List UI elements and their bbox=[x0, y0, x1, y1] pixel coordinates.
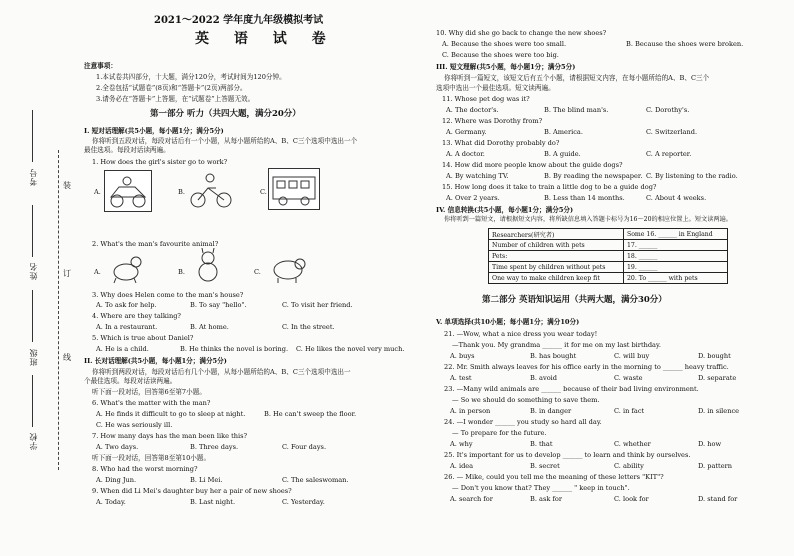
section3-instructions: 选项中选出一个最佳选项。短文读两遍。 bbox=[436, 84, 555, 92]
option-b: B. At home. bbox=[190, 323, 229, 331]
option-a: A. idea bbox=[450, 462, 474, 470]
option-a: A. Ding Jun. bbox=[96, 476, 137, 484]
table-row bbox=[489, 229, 728, 240]
section3-title: III. 短文理解(共5小题，每小题1分；满分5分) bbox=[436, 63, 576, 71]
binding-dashed-line bbox=[58, 150, 59, 470]
option-a: A. The doctor's. bbox=[446, 106, 499, 114]
option-c: C. Because the shoes were too big. bbox=[442, 51, 559, 59]
option-c: C. Switzerland. bbox=[646, 128, 698, 136]
option-d: D. how bbox=[698, 440, 722, 448]
option-a: A. why bbox=[450, 440, 473, 448]
info-table bbox=[488, 228, 728, 284]
note-item: 1.本试卷共四部分，十大题，满分120分，考试时间为120分钟。 bbox=[96, 73, 286, 81]
option-b: B. He thinks the novel is boring. bbox=[180, 345, 289, 353]
option-c: C. In the street. bbox=[282, 323, 335, 331]
table-cell: Number of children with pets bbox=[489, 240, 624, 251]
section1-title: I. 短对话理解(共5小题，每小题1分；满分5分) bbox=[84, 127, 224, 135]
table-cell: Time spent by children without pets bbox=[489, 262, 624, 273]
seal-ding: 订 bbox=[63, 269, 71, 278]
option-c: C. whether bbox=[614, 440, 651, 448]
binding-strip bbox=[0, 0, 71, 556]
option-a: A. He is a child. bbox=[96, 345, 149, 353]
school-line bbox=[32, 375, 33, 427]
question-3: 3. Why does Helen come to the man's house? bbox=[92, 291, 244, 299]
option-c: C. He likes the novel very much. bbox=[296, 345, 405, 353]
option-c: C. in fact bbox=[614, 407, 645, 415]
exam-title: 2021～2022 学年度九年级模拟考试 bbox=[154, 15, 324, 26]
option-a: A. A doctor. bbox=[446, 150, 485, 158]
section2-instructions: 你将听到两段对话，每段对话后有几个小题，从每小题所给的A、B、C三个选项中选出一 bbox=[92, 368, 351, 376]
question-2: 2. What's the man's favourite animal? bbox=[92, 240, 219, 248]
table-cell: 18. ______ bbox=[623, 251, 727, 262]
option-b: B. Li Mei. bbox=[190, 476, 223, 484]
option-c: C. By listening to the radio. bbox=[646, 172, 738, 180]
part2-title: 第二部分 英语知识运用（共两大题，满分30分） bbox=[482, 295, 667, 305]
option-a: A. Over 2 years. bbox=[446, 194, 500, 202]
option-b: B. that bbox=[530, 440, 553, 448]
question-25: 25. It's important for us to develop ______ to learn and think by ourselves. bbox=[444, 451, 691, 459]
question-14: 14. How did more people know about the guide dogs? bbox=[442, 161, 623, 169]
section3-instructions: 你将听到一篇短文，该短文后有五个小题，请根据短文内容，在每小题所给的A、B、C三个 bbox=[444, 74, 710, 82]
picture-animal-a bbox=[106, 250, 146, 284]
option-c: C. ability bbox=[614, 462, 644, 470]
option-a: A. Today. bbox=[96, 498, 126, 506]
option-a: A. test bbox=[450, 374, 472, 382]
section2-instructions: 听下面一段对话，回答第8至第10小题。 bbox=[92, 454, 211, 462]
question-15: 15. How long does it take to train a little dog to be a guide dog? bbox=[442, 183, 657, 191]
exam-subtitle: 英 语 试 卷 bbox=[195, 31, 336, 47]
option-c: C. He was seriously ill. bbox=[96, 421, 173, 429]
section5-title: V. 单项选择(共10小题；每小题1分；满分10分) bbox=[436, 318, 580, 326]
section4-title: IV. 信息转换(共5小题，每小题1分；满分5分) bbox=[436, 206, 574, 214]
option-a: A. To ask for help. bbox=[96, 301, 157, 309]
option-a: A. in person bbox=[450, 407, 491, 415]
question-21-reply: —Thank you. My grandma ______ it for me on my last birthday. bbox=[452, 341, 661, 349]
question-8: 8. Who had the worst morning? bbox=[92, 465, 198, 473]
note-item: 2.全卷包括“试题卷”(8页)和“答题卡”(2页)两部分。 bbox=[96, 84, 247, 92]
question-5: 5. Which is true about Daniel? bbox=[92, 334, 194, 342]
notes-heading: 注意事项： bbox=[84, 62, 117, 70]
option-c: C. To visit her friend. bbox=[282, 301, 353, 309]
option-c: C. look for bbox=[614, 495, 649, 503]
option-a: A. Two days. bbox=[96, 443, 139, 451]
option-a: A. search for bbox=[450, 495, 493, 503]
option-b: B. To say "hello". bbox=[190, 301, 247, 309]
option-b: B. Less than 14 months. bbox=[544, 194, 625, 202]
option-b: B. A guide. bbox=[544, 150, 581, 158]
question-12: 12. Where was Dorothy from? bbox=[442, 117, 543, 125]
option-b: B. bbox=[178, 188, 185, 196]
question-13: 13. What did Dorothy probably do? bbox=[442, 139, 560, 147]
table-cell: Pets: bbox=[489, 251, 624, 262]
table-cell: One way to make children keep fit bbox=[489, 273, 624, 284]
question-6: 6. What's the matter with the man? bbox=[92, 399, 211, 407]
option-b: B. avoid bbox=[530, 374, 557, 382]
class-line bbox=[32, 290, 33, 342]
option-b: B. ask for bbox=[530, 495, 563, 503]
option-a: A. bbox=[94, 268, 101, 276]
picture-cycling bbox=[188, 170, 234, 210]
option-c: C. waste bbox=[614, 374, 643, 382]
question-10: 10. Why did she go back to change the new shoes? bbox=[436, 29, 607, 37]
section1-instructions: 你将听到五段对话，每段对话后有一个小题，从每小题所给的A、B、C三个选项中选出一个 bbox=[92, 137, 358, 145]
option-b: B. Three days. bbox=[190, 443, 239, 451]
option-b: B. bbox=[178, 268, 185, 276]
option-c: C. A reporter. bbox=[646, 150, 692, 158]
question-11: 11. Whose pet dog was it? bbox=[442, 95, 530, 103]
option-b: B. secret bbox=[530, 462, 560, 470]
question-26-reply: — Don't you know that? They ______ " keep in touch". bbox=[452, 484, 630, 492]
question-23: 23. —Many wild animals are ______ because of their bad living environment. bbox=[444, 385, 699, 393]
section2-instructions: 个最佳选项。每段对话读两遍。 bbox=[84, 377, 177, 385]
option-c: C. About 4 weeks. bbox=[646, 194, 707, 202]
picture-animal-b bbox=[188, 248, 228, 284]
option-c: C. will buy bbox=[614, 352, 650, 360]
option-d: D. separate bbox=[698, 374, 737, 382]
option-c: C. bbox=[254, 268, 261, 276]
class-label: 班级 bbox=[29, 348, 38, 366]
table-cell: Some 16. ______ in England bbox=[623, 229, 727, 240]
option-d: D. in silence bbox=[698, 407, 740, 415]
question-7: 7. How many days has the man been like this? bbox=[92, 432, 248, 440]
part1-title: 第一部分 听力（共四大题，满分20分） bbox=[150, 109, 301, 119]
option-d: D. stand for bbox=[698, 495, 738, 503]
picture-bus bbox=[268, 168, 320, 210]
question-24-reply: — To prepare for the future. bbox=[452, 429, 547, 437]
name-line bbox=[32, 205, 33, 257]
option-b: B. Last night. bbox=[190, 498, 236, 506]
option-c: C. Four days. bbox=[282, 443, 327, 451]
table-cell: Researchers(研究者) bbox=[489, 229, 624, 240]
option-d: D. bought bbox=[698, 352, 731, 360]
option-b: B. has bought bbox=[530, 352, 577, 360]
question-4: 4. Where are they talking? bbox=[92, 312, 181, 320]
question-21: 21. —Wow, what a nice dress you wear today! bbox=[444, 330, 598, 338]
question-1: 1. How does the girl's sister go to work? bbox=[92, 158, 228, 166]
seal-zhuang: 装 bbox=[63, 181, 71, 190]
option-a: A. bbox=[94, 188, 101, 196]
table-row bbox=[489, 240, 728, 251]
seal-xian: 线 bbox=[63, 353, 71, 362]
section2-instructions: 听下面一段对话，回答第6至第7小题。 bbox=[92, 388, 206, 396]
table-cell: 17. ______ bbox=[623, 240, 727, 251]
option-c: C. bbox=[260, 188, 267, 196]
option-b: B. He can't sweep the floor. bbox=[264, 410, 357, 418]
option-a: A. Germany. bbox=[446, 128, 487, 136]
option-b: B. America. bbox=[544, 128, 583, 136]
question-22: 22. Mr. Smith always leaves for his office early in the morning to ______ heavy traffic. bbox=[444, 363, 729, 371]
question-26: 26. — Mike, could you tell me the meaning of these letters "KIT"? bbox=[444, 473, 664, 481]
option-d: D. pattern bbox=[698, 462, 732, 470]
option-b: B. in danger bbox=[530, 407, 572, 415]
table-cell: 19. ______ bbox=[623, 262, 727, 273]
option-a: A. By watching TV. bbox=[446, 172, 509, 180]
table-cell: 20. To ______ with pets bbox=[623, 273, 727, 284]
section1-instructions: 最佳选项。每段对话读两遍。 bbox=[84, 146, 170, 154]
option-a: A. He finds it difficult to go to sleep at night. bbox=[96, 410, 246, 418]
section4-instructions: 你将听到一篇短文，请根据短文内容，将所缺信息填入答题卡标号为16～20的相应位置上。短文读两遍。 bbox=[444, 216, 732, 223]
option-c: C. The saleswoman. bbox=[282, 476, 349, 484]
table-row bbox=[489, 251, 728, 262]
option-b: B. By reading the newspaper. bbox=[544, 172, 643, 180]
option-b: B. Because the shoes were broken. bbox=[626, 40, 744, 48]
school-label: 学校 bbox=[29, 432, 38, 450]
option-c: C. Yesterday. bbox=[282, 498, 325, 506]
picture-driving bbox=[104, 170, 152, 212]
note-item: 3.请务必在“答题卡”上答题，在“试题卷”上答题无效。 bbox=[96, 95, 255, 103]
question-24: 24. —I wonder ______ you study so hard all day. bbox=[444, 418, 602, 426]
exam-number-line bbox=[32, 110, 33, 162]
option-b: B. The blind man's. bbox=[544, 106, 609, 114]
question-23-reply: — So we should do something to save them. bbox=[452, 396, 600, 404]
option-a: A. In a restaurant. bbox=[96, 323, 158, 331]
exam-number-label: 考号 bbox=[29, 168, 38, 186]
option-a: A. buys bbox=[450, 352, 475, 360]
question-9: 9. When did Li Mei's daughter buy her a pair of new shoes? bbox=[92, 487, 292, 495]
option-a: A. Because the shoes were too small. bbox=[442, 40, 567, 48]
picture-animal-c bbox=[266, 250, 312, 284]
option-c: C. Dorothy's. bbox=[646, 106, 690, 114]
section2-title: II. 长对话理解(共5小题，每小题1分；满分5分) bbox=[84, 357, 227, 365]
name-label: 姓名 bbox=[29, 262, 38, 280]
table-row bbox=[489, 262, 728, 273]
table-row bbox=[489, 273, 728, 284]
